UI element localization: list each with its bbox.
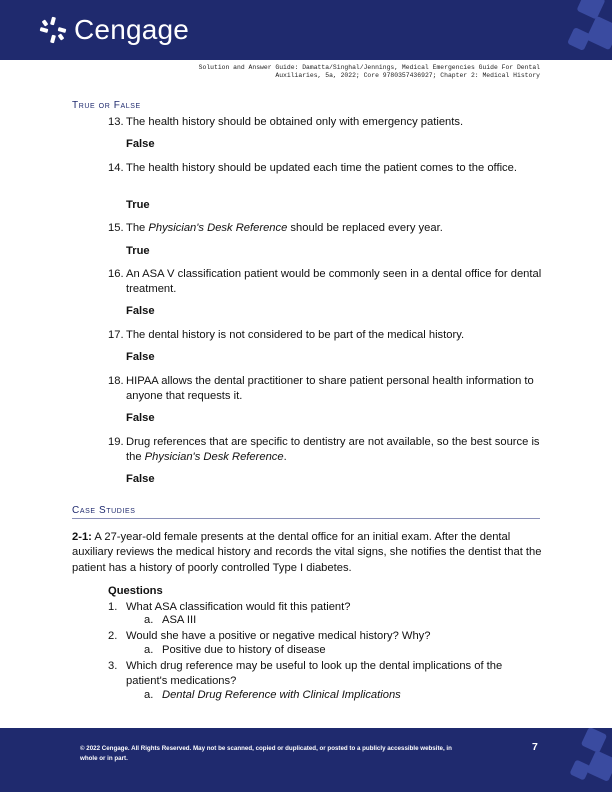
answer-text: Dental Drug Reference with Clinical Implications (162, 689, 401, 701)
case-answer-1 (144, 614, 196, 626)
question-number: 17. (108, 329, 124, 341)
question-19 (108, 435, 544, 464)
text-pre: The (126, 222, 149, 234)
subtitle-line-2: Auxiliaries, 5a, 2022; Core 9780357436927; Chapter 2: Medical History (275, 72, 540, 80)
case-description (72, 530, 542, 576)
question-number: 19. (108, 436, 124, 448)
text-pre: Drug references that are specific to dentistry are not available, so the best source is the (126, 436, 540, 463)
answer-letter: a. (144, 614, 154, 626)
case-question-1 (108, 600, 544, 615)
logo-text: Cengage (74, 14, 190, 45)
question-number: 1. (108, 601, 118, 613)
answer-18: False (126, 412, 155, 424)
question-text: Would she have a positive or negative medical history? Why? (126, 630, 431, 642)
text-post: should be replaced every year. (287, 222, 443, 234)
answer-letter: a. (144, 644, 154, 656)
answer-text: ASA III (162, 614, 197, 626)
question-number: 18. (108, 375, 124, 387)
section-title-case-studies: Case Studies (72, 505, 540, 519)
questions-heading: Questions (108, 585, 163, 597)
reference-title: Physician's Desk Reference (148, 222, 288, 234)
question-number: 2. (108, 630, 118, 642)
section-title-true-false: True or False (72, 100, 141, 111)
answer-16: False (126, 305, 155, 317)
question-text: HIPAA allows the dental practitioner to share patient personal health information to anyone that requests it. (126, 375, 534, 402)
text-post: . (283, 450, 287, 463)
page-header (0, 0, 612, 60)
question-14 (108, 161, 544, 176)
answer-text: Positive due to history of disease (162, 644, 326, 656)
question-text (126, 221, 544, 236)
question-number: 14. (108, 162, 124, 174)
page-footer (0, 728, 612, 792)
subtitle-line-1: Solution and Answer Guide: Damatta/Singhal/Jennings, Medical Emergencies Guide For Dental (198, 64, 540, 71)
answer-letter: a. (144, 689, 154, 701)
page-number: 7 (532, 741, 538, 753)
question-number: 16. (108, 268, 124, 280)
answer-13: False (126, 138, 155, 150)
document-subtitle (60, 64, 540, 81)
case-answer-2 (144, 644, 326, 656)
corner-decoration (552, 0, 612, 60)
cengage-logo (38, 14, 189, 46)
question-16 (108, 267, 544, 296)
footer-decoration (562, 728, 612, 792)
question-text: An ASA V classification patient would be commonly seen in a dental office for dental treatment. (126, 268, 542, 295)
answer-19: False (126, 473, 155, 485)
case-text: A 27-year-old female presents at the dental office for an initial exam. After the dental auxiliary reviews the medical history and records the vital signs, she notifies the dentist that the patient has a history of poorly controlled Type I diabetes. (72, 531, 542, 574)
question-13 (108, 115, 544, 130)
cengage-star-icon (38, 15, 68, 45)
question-text: The dental history is not considered to be part of the medical history. (126, 329, 465, 341)
question-text: The health history should be obtained only with emergency patients. (126, 116, 464, 128)
question-text: What ASA classification would fit this patient? (126, 601, 351, 613)
reference-title: Physician's Desk Reference (144, 450, 284, 463)
case-label: 2-1: (72, 531, 92, 543)
case-answer-3 (144, 689, 401, 701)
answer-17: False (126, 351, 155, 363)
question-17 (108, 328, 544, 343)
question-15 (108, 221, 544, 236)
question-text: Which drug reference may be useful to look up the dental implications of the patient's medications? (126, 660, 503, 687)
question-number: 3. (108, 660, 118, 672)
question-18 (108, 374, 544, 403)
question-number: 15. (108, 222, 124, 234)
question-text (126, 435, 544, 464)
copyright-notice: © 2022 Cengage. All Rights Reserved. May not be scanned, copied or duplicated, or posted to a publicly accessible website, in whole or in part. (80, 745, 452, 762)
case-question-2 (108, 629, 544, 644)
case-question-3 (108, 659, 544, 689)
question-number: 13. (108, 116, 124, 128)
answer-14: True (126, 199, 150, 211)
answer-15: True (126, 245, 150, 257)
question-text: The health history should be updated each time the patient comes to the office. (126, 162, 517, 174)
